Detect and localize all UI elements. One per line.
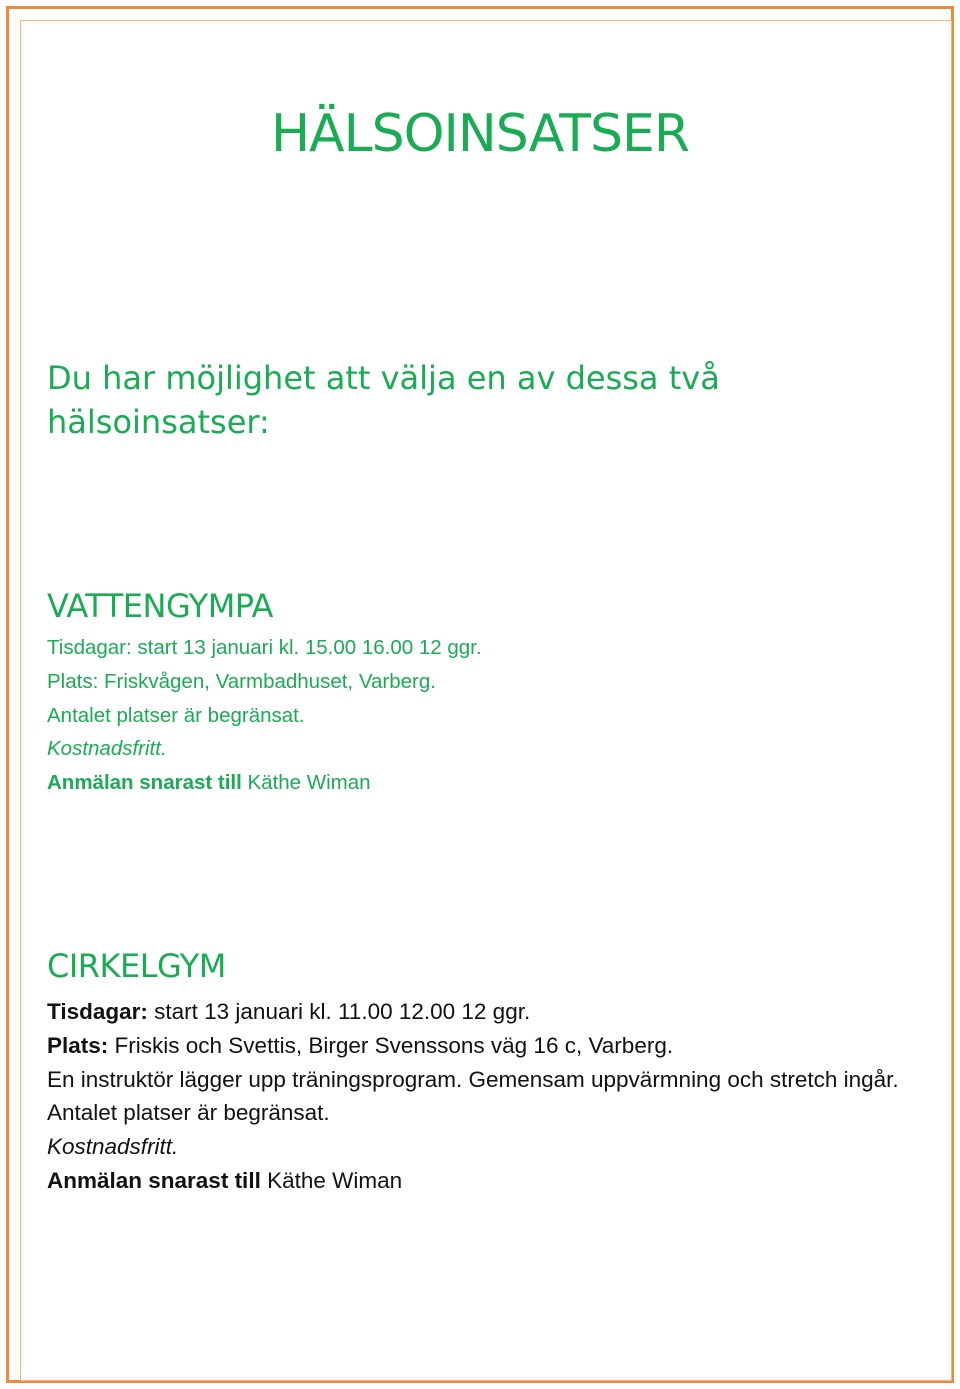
intro-text: Du har möjlighet att välja en av dessa två hälsoinsatser:: [47, 359, 720, 441]
vattengympa-limited: Antalet platser är begränsat.: [47, 703, 305, 727]
vattengympa-place: [47, 665, 927, 699]
cirkelgym-place-text: Friskis och Svettis, Birger Svenssons väg 16 c, Varberg.: [108, 1032, 674, 1058]
cirkelgym-limited: Antalet platser är begränsat.: [47, 1100, 330, 1126]
cirkelgym-place: [47, 1029, 927, 1063]
cirkelgym-schedule-text: start 13 januari kl. 11.00 12.00 12 ggr.: [147, 999, 531, 1024]
vattengympa-place-text: Friskvågen, Varmbadhuset, Varberg.: [98, 669, 436, 693]
cirkelgym-signup: [47, 1164, 927, 1198]
cirkelgym-description: En instruktör lägger upp träningsprogram. Gemensam uppvärmning och stretch ingår.: [47, 1066, 899, 1092]
vattengympa-free: Kostnadsfritt.: [47, 737, 167, 761]
vattengympa-details: [47, 631, 927, 800]
cirkelgym-details: [47, 995, 927, 1198]
page-title: HÄLSOINSATSER: [270, 104, 690, 164]
cirkelgym-schedule: [47, 995, 927, 1029]
vattengympa-schedule-label: Tisdagar: [47, 636, 126, 659]
cirkelgym-schedule-label: Tisdagar:: [47, 999, 148, 1024]
vattengympa-schedule-text: : start 13 januari kl. 15.00 16.00 12 ggr.: [126, 636, 482, 659]
vattengympa-signup-label: Anmälan snarast till: [47, 771, 242, 795]
cirkelgym-signup-label: Anmälan snarast till: [47, 1167, 261, 1193]
vattengympa-signup: [47, 766, 927, 800]
vattengympa-schedule: [47, 631, 927, 665]
cirkelgym-signup-name: Käthe Wiman: [260, 1167, 403, 1193]
cirkelgym-free: Kostnadsfritt.: [47, 1134, 179, 1160]
cirkelgym-place-label: Plats:: [47, 1032, 109, 1058]
cirkelgym-heading: CIRKELGYM: [47, 947, 226, 985]
vattengympa-place-label: Plats:: [47, 669, 99, 693]
vattengympa-heading: VATTENGYMPA: [47, 587, 273, 625]
vattengympa-signup-name: Käthe Wiman: [241, 771, 371, 795]
